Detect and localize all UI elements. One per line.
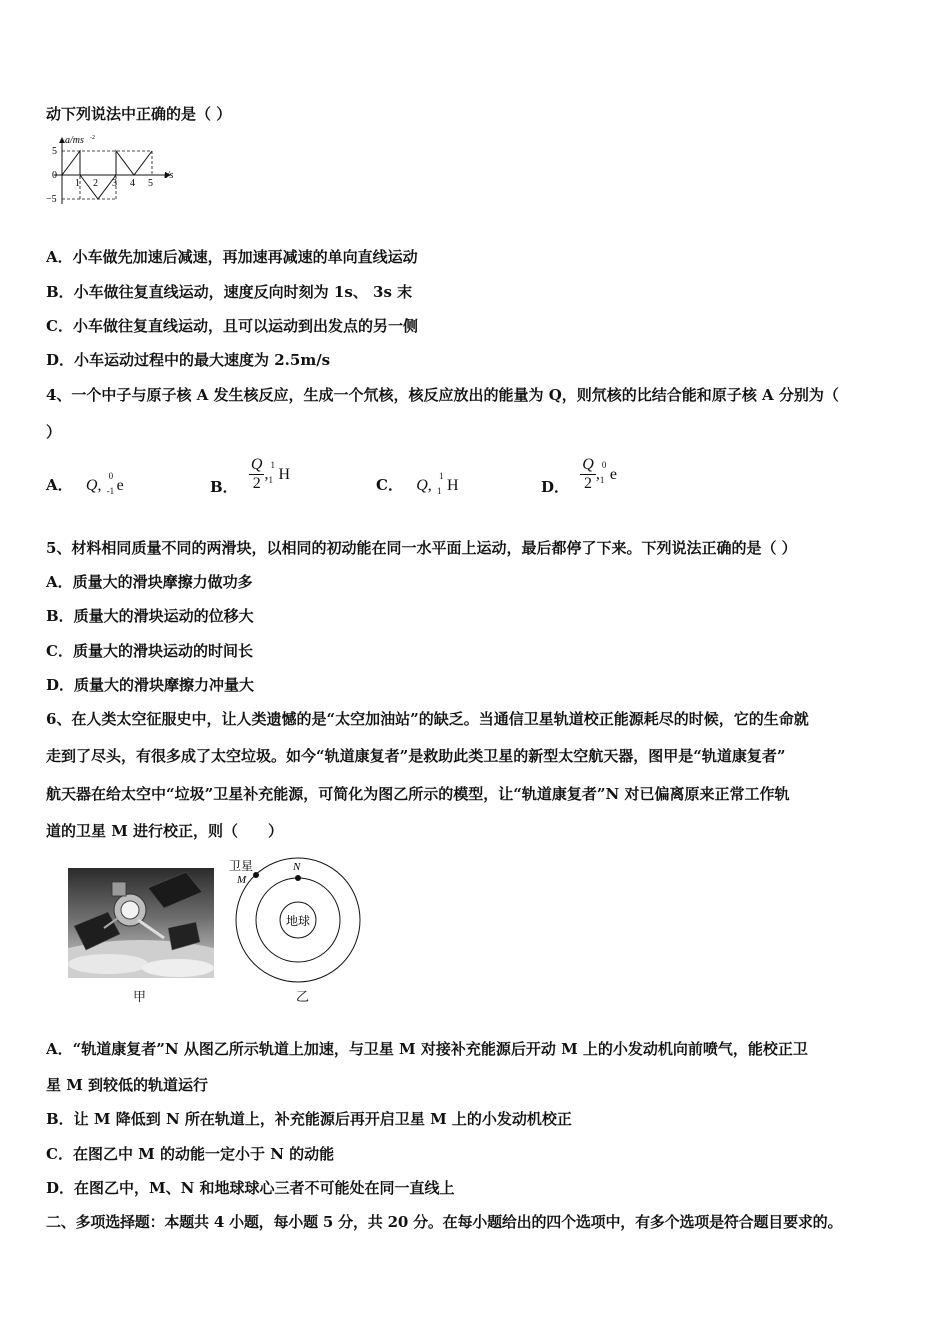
- x-tick-3: 3: [112, 178, 117, 189]
- q4-option-d: [541, 452, 617, 497]
- q4-stem-line2: ）: [46, 423, 62, 441]
- section2-heading: 二、多项选择题：本题共 4 小题，每小题 5 分，共 20 分。在每小题给出的四个选项中，有多个选项是符合题目要求的。: [46, 1213, 843, 1231]
- q4-d-symbol: e: [609, 465, 617, 483]
- q4-c-energy: Q: [416, 477, 428, 494]
- q4-b-mass-number: 1: [270, 459, 275, 470]
- q4-option-c-label: C．: [376, 476, 403, 494]
- x-tick-1: 1: [75, 178, 80, 189]
- q4-c-nuclide: [436, 471, 459, 496]
- q4-d-mass-number: 0: [601, 459, 607, 470]
- q6-option-a-line2: 星 M 到较低的轨道运行: [46, 1076, 209, 1094]
- q4-d-numerator: Q: [582, 456, 594, 473]
- y-tick-0: 0: [52, 170, 57, 181]
- q4-option-b: [210, 452, 290, 497]
- q4-d-denominator: 2: [584, 475, 593, 492]
- q4-b-numerator: Q: [250, 456, 263, 473]
- q4-a-charge-number: -1: [106, 486, 115, 496]
- q4-c-charge-number: 1: [436, 486, 442, 496]
- q6-option-d: D．在图乙中，M、N 和地球球心三者不可能处在同一直线上: [46, 1179, 455, 1197]
- q4-b-fraction: [249, 456, 265, 493]
- x-tick-2: 2: [93, 178, 98, 189]
- q4-d-fraction: [580, 456, 596, 493]
- q5-option-a: A．质量大的滑块摩擦力做功多: [46, 573, 253, 591]
- q3-option-b: B．小车做往复直线运动，速度反向时刻为 1s、 3s 末: [46, 283, 413, 301]
- q3-stem-tail: 动下列说法中正确的是（ ）: [46, 105, 232, 123]
- satellite-m-dot: [253, 872, 259, 878]
- y-axis-label-sup: -2: [90, 135, 95, 141]
- q4-option-b-label: B．: [210, 478, 238, 496]
- q4-a-mass-number: 0: [108, 471, 114, 481]
- x-axis-label: t/s: [164, 170, 174, 181]
- q4-a-symbol: e: [116, 477, 124, 494]
- q4-b-nuclide: [268, 459, 291, 485]
- q4-option-c: [376, 471, 459, 496]
- q3-option-c: C．小车做往复直线运动，且可以运动到出发点的另一侧: [46, 317, 418, 335]
- y-axis-label: a/ms: [65, 135, 84, 146]
- acceleration-time-graph: [40, 132, 190, 212]
- q6-stem-line3: 航天器在给太空中“垃圾”卫星补充能源，可简化为图乙所示的模型，让“轨道康复者”N 对已偏离原来正常工作轨: [46, 785, 790, 803]
- q6-stem-line4: 道的卫星 M 进行校正，则（ ）: [46, 822, 284, 840]
- x-tick-4: 4: [130, 178, 135, 189]
- q4-c-symbol: H: [446, 477, 459, 494]
- q4-option-a-label: A．: [46, 476, 73, 494]
- x-tick-5: 5: [148, 178, 153, 189]
- q3-option-d: D．小车运动过程中的最大速度为 2.5m/s: [46, 351, 331, 369]
- satellite-n-dot: [295, 875, 301, 881]
- q4-c-mass-number: 1: [438, 471, 444, 481]
- n-label: N: [293, 861, 301, 873]
- q4-c-comma: ,: [427, 477, 432, 494]
- m-label: M: [237, 874, 247, 886]
- figure-yi-caption: 乙: [296, 990, 310, 1005]
- q5-option-d: D．质量大的滑块摩擦力冲量大: [46, 676, 255, 694]
- earth-label: 地球: [286, 914, 311, 928]
- figure-jia-caption: 甲: [133, 990, 147, 1005]
- q4-a-energy: Q: [85, 477, 98, 494]
- q3-option-a: A．小车做先加速后减速，再加速再减速的单向直线运动: [46, 248, 418, 266]
- q6-stem-line1: 6、在人类太空征服史中，让人类遗憾的是“太空加油站”的缺乏。当通信卫星轨道校正能源耗尽的时候，它的生命就: [46, 710, 809, 728]
- q4-b-denominator: 2: [252, 475, 261, 492]
- figure-jia-satellite-photo: [68, 868, 214, 978]
- q4-b-charge-number: 1: [268, 474, 273, 485]
- q4-d-nuclide: [599, 459, 617, 485]
- q4-d-comma: ,: [595, 465, 600, 483]
- satellite-label: 卫星: [229, 859, 254, 873]
- q6-stem-line2: 走到了尽头，有很多成了太空垃圾。如今“轨道康复者”是救助此类卫星的新型太空航天器，图甲是“轨道康复者”: [46, 747, 786, 765]
- q6-option-b: B．让 M 降低到 N 所在轨道上，补充能源后再开启卫星 M 上的小发动机校正: [46, 1110, 572, 1128]
- q5-option-c: C．质量大的滑块运动的时间长: [46, 642, 253, 660]
- q4-b-symbol: H: [278, 465, 291, 483]
- figure-yi-orbit-diagram: [222, 854, 372, 1004]
- q4-option-a: [46, 471, 124, 496]
- y-tick-5: 5: [52, 146, 57, 157]
- q5-stem: 5、材料相同质量不同的两滑块，以相同的初动能在同一水平面上运动，最后都停了下来。下列说法正确的是（ ）: [46, 539, 797, 557]
- q6-option-a-line1: A．“轨道康复者”N 从图乙所示轨道上加速，与卫星 M 对接补充能源后开动 M 上的小发动机向前喷气，能校正卫: [46, 1040, 808, 1058]
- y-tick-minus5: −5: [46, 194, 57, 205]
- q4-d-charge-number: 1: [599, 474, 605, 485]
- q6-option-c: C．在图乙中 M 的动能一定小于 N 的动能: [46, 1145, 335, 1163]
- q5-option-b: B．质量大的滑块运动的位移大: [46, 607, 254, 625]
- q4-a-nuclide: [106, 471, 124, 496]
- q4-b-comma: ,: [264, 465, 269, 483]
- q4-stem-line1: 4、一个中子与原子核 A 发生核反应，生成一个氘核，核反应放出的能量为 Q，则氘核的比结合能和原子核 A 分别为（: [46, 386, 839, 404]
- q4-option-d-label: D．: [541, 478, 570, 496]
- q4-a-comma: ,: [97, 477, 102, 494]
